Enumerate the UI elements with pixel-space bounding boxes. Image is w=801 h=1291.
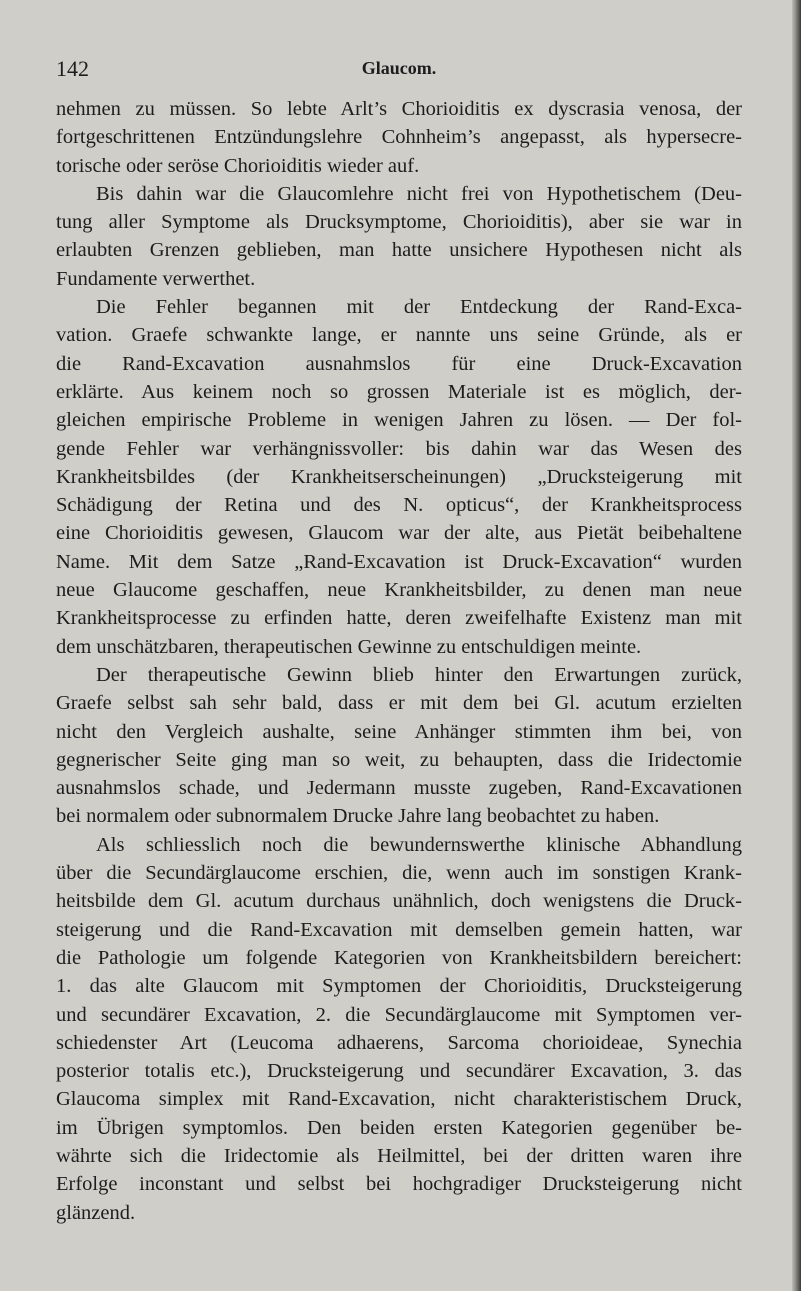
running-head bbox=[56, 56, 742, 86]
text-line: bei normalem oder subnormalem Drucke Jahre lang beobachtet zu haben. bbox=[56, 805, 660, 828]
text-line: nehmen zu müssen. So lebte Arlt’s Chorioiditis ex dyscrasia venosa, der bbox=[56, 98, 742, 120]
text-line: Graefe selbst sah sehr bald, dass er mit dem bei Gl. acutum erzielten bbox=[56, 692, 742, 715]
text-line: über die Secundärglaucome erschien, die, wenn auch im sonstigen Krank- bbox=[56, 862, 742, 885]
text-line: erlaubten Grenzen geblieben, man hatte unsichere Hypothesen nicht als bbox=[56, 239, 742, 262]
text-line: und secundärer Excavation, 2. die Secundärglaucome mit Symptomen ver- bbox=[56, 1003, 742, 1026]
page-number: 142 bbox=[56, 56, 89, 81]
text-line: dem unschätzbaren, therapeutischen Gewinne zu entschuldigen meinte. bbox=[56, 635, 642, 658]
text-line: posterior totalis etc.), Drucksteigerung und secundärer Excavation, 3. das bbox=[56, 1060, 742, 1083]
text-line: gleichen empirische Probleme in wenigen Jahren zu lösen. — Der fol- bbox=[56, 409, 742, 432]
text-line: torische oder seröse Chorioiditis wieder auf. bbox=[56, 154, 420, 177]
text-line: glänzend. bbox=[56, 1201, 136, 1224]
text-line: erklärte. Aus keinem noch so grossen Materiale ist es möglich, der- bbox=[56, 380, 742, 403]
text-line: die Rand-Excavation ausnahmslos für eine Druck-Excavation bbox=[56, 352, 742, 375]
text-line: nicht den Vergleich aushalte, seine Anhänger stimmten ihm bei, von bbox=[56, 720, 742, 743]
text-line: schiedenster Art (Leucoma adhaerens, Sarcoma chorioideae, Synechia bbox=[56, 1031, 742, 1054]
text-line: Krankheitsbildes (der Krankheitserscheinungen) „Drucksteigerung mit bbox=[56, 465, 742, 488]
text-line: ausnahmslos schade, und Jedermann musste zugeben, Rand-Excavationen bbox=[56, 777, 742, 800]
text-line: Schädigung der Retina und des N. opticus“, der Krankheitsprocess bbox=[56, 494, 742, 517]
body-text bbox=[56, 95, 742, 1227]
text-line: Als schliesslich noch die bewundernswerthe klinische Abhandlung bbox=[96, 833, 742, 856]
running-title: Glaucom. bbox=[361, 58, 437, 78]
text-line: tung aller Symptome als Drucksymptome, Chorioiditis), aber sie war in bbox=[56, 211, 742, 234]
text-line: Fundamente verwerthet. bbox=[56, 267, 256, 290]
text-line: fortgeschrittenen Entzündungslehre Cohnheim’s angepasst, als hypersecre- bbox=[56, 126, 742, 149]
text-line: Name. Mit dem Satze „Rand-Excavation ist Druck-Excavation“ wurden bbox=[56, 550, 742, 573]
text-line: heitsbilde dem Gl. acutum durchaus unähnlich, doch wenigstens die Druck- bbox=[56, 890, 742, 913]
text-line: steigerung und die Rand-Excavation mit demselben gemein hatten, war bbox=[56, 918, 742, 941]
page-edge-shadow bbox=[792, 0, 801, 1291]
text-line: eine Chorioiditis gewesen, Glaucom war der alte, aus Pietät beibehaltene bbox=[56, 522, 742, 545]
text-line: Krankheitsprocesse zu erfinden hatte, deren zweifelhafte Existenz man mit bbox=[56, 607, 742, 630]
text-line: im Übrigen symptomlos. Den beiden ersten Kategorien gegenüber be- bbox=[56, 1116, 742, 1139]
text-line: Die Fehler begannen mit der Entdeckung der Rand-Exca- bbox=[96, 296, 742, 319]
text-line: Bis dahin war die Glaucomlehre nicht frei von Hypothetischem (Deu- bbox=[96, 182, 742, 205]
text-line: 1. das alte Glaucom mit Symptomen der Chorioiditis, Drucksteigerung bbox=[56, 975, 742, 998]
text-line: vation. Graefe schwankte lange, er nannte uns seine Gründe, als er bbox=[56, 324, 742, 347]
text-line: Der therapeutische Gewinn blieb hinter den Erwartungen zurück, bbox=[96, 663, 742, 686]
text-line: Erfolge inconstant und selbst bei hochgradiger Drucksteigerung nicht bbox=[56, 1173, 742, 1196]
text-line: neue Glaucome geschaffen, neue Krankheitsbilder, zu denen man neue bbox=[56, 579, 742, 602]
text-line: gende Fehler war verhängnissvoller: bis dahin war das Wesen des bbox=[56, 437, 742, 460]
text-line: gegnerischer Seite ging man so weit, zu behaupten, dass die Iridectomie bbox=[56, 748, 742, 771]
text-line: die Pathologie um folgende Kategorien von Krankheitsbildern bereichert: bbox=[56, 946, 742, 969]
text-line: währte sich die Iridectomie als Heilmittel, bei der dritten waren ihre bbox=[56, 1144, 742, 1167]
text-line: Glaucoma simplex mit Rand-Excavation, nicht charakteristischem Druck, bbox=[56, 1088, 742, 1111]
